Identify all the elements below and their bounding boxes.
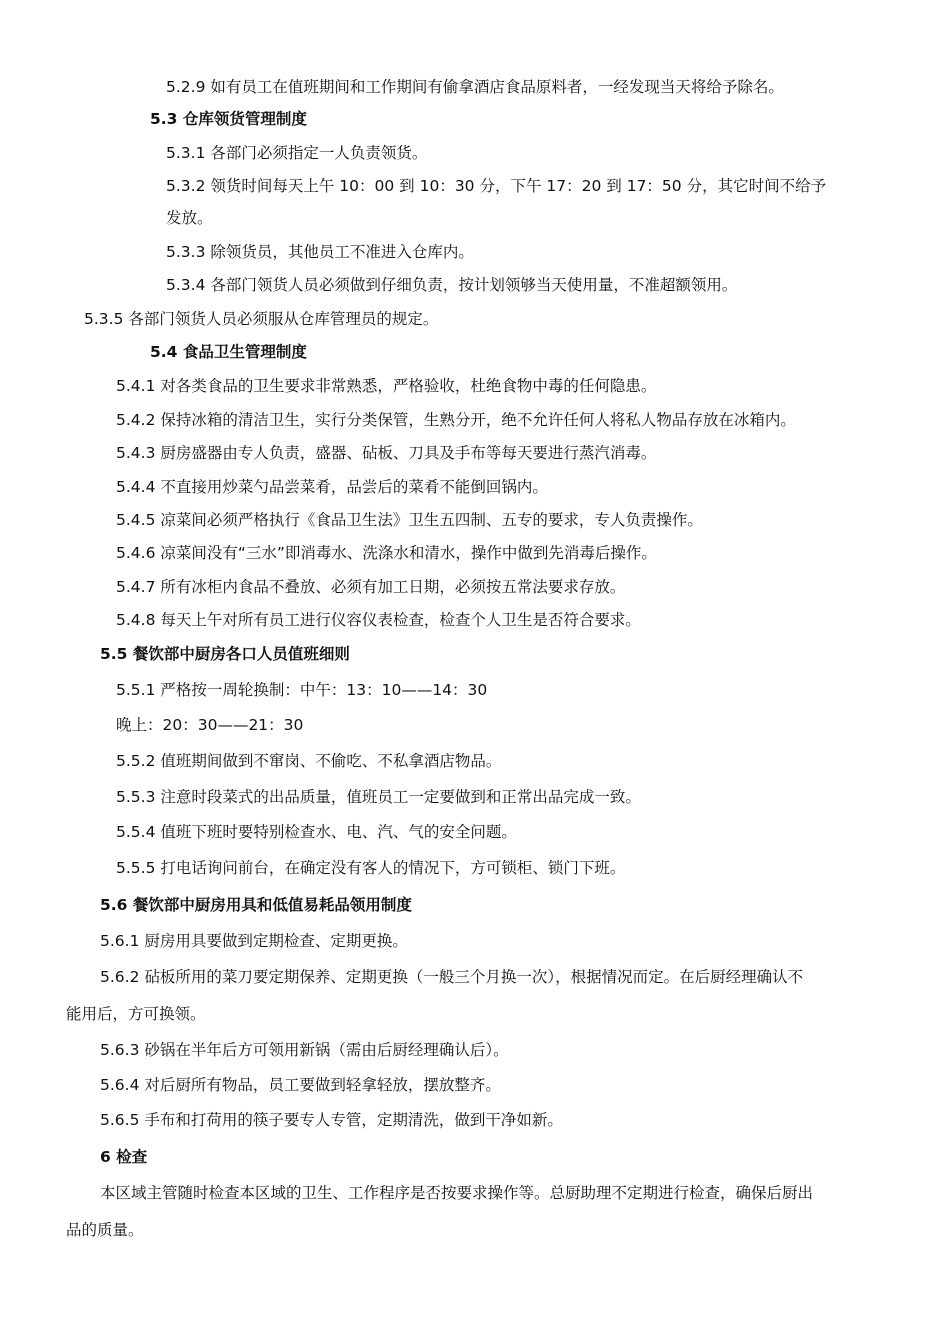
clause-5-4-8: 5.4.8 每天上午对所有员工进行仪容仪表检查，检查个人卫生是否符合要求。	[116, 611, 641, 629]
clause-5-5-5: 5.5.5 打电话询问前台，在确定没有客人的情况下，方可锁柜、锁门下班。	[116, 859, 626, 877]
clause-5-2-9: 5.2.9 如有员工在值班期间和工作期间有偷拿酒店食品原料者，一经发现当天将给予除名。	[166, 78, 784, 96]
clause-5-5-2: 5.5.2 值班期间做到不窜岗、不偷吃、不私拿酒店物品。	[116, 752, 502, 770]
clause-5-4-3: 5.4.3 厨房盛器由专人负责，盛器、砧板、刀具及手布等每天要进行蒸汽消毒。	[116, 444, 657, 462]
clause-5-4-1: 5.4.1 对各类食品的卫生要求非常熟悉，严格验收，杜绝食物中毒的任何隐患。	[116, 377, 657, 395]
clause-5-3-2: 5.3.2 领货时间每天上午 10：00 到 10：30 分，下午 17：20 到 17：50 分，其它时间不给予	[166, 177, 827, 195]
clause-5-4-4: 5.4.4 不直接用炒菜勺品尝菜肴，品尝后的菜肴不能倒回锅内。	[116, 478, 548, 496]
clause-5-6-2: 5.6.2 砧板所用的菜刀要定期保养、定期更换（一般三个月换一次），根据情况而定。在后厨经理确认不	[100, 968, 804, 986]
clause-5-6-4: 5.6.4 对后厨所有物品，员工要做到轻拿轻放，摆放整齐。	[100, 1076, 501, 1094]
section-heading-5-6: 5.6 餐饮部中厨房用具和低值易耗品领用制度	[100, 896, 412, 914]
clause-5-4-6: 5.4.6 凉菜间没有“三水”即消毒水、洗涤水和清水，操作中做到先消毒后操作。	[116, 544, 657, 562]
clause-5-4-5: 5.4.5 凉菜间必须严格执行《食品卫生法》卫生五四制、五专的要求，专人负责操作。	[116, 511, 703, 529]
clause-5-4-7: 5.4.7 所有冰柜内食品不叠放、必须有加工日期，必须按五常法要求存放。	[116, 578, 626, 596]
section-heading-5-5: 5.5 餐饮部中厨房各口人员值班细则	[100, 645, 350, 663]
clause-5-3-2-continued: 发放。	[166, 209, 213, 227]
clause-5-3-3: 5.3.3 除领货员，其他员工不准进入仓库内。	[166, 243, 474, 261]
section-heading-5-3: 5.3 仓库领货管理制度	[150, 110, 307, 128]
inspection-paragraph: 本区域主管随时检查本区域的卫生、工作程序是否按要求操作等。总厨助理不定期进行检查，确保后厨出	[100, 1184, 814, 1202]
clause-5-4-2: 5.4.2 保持冰箱的清洁卫生，实行分类保管，生熟分开，绝不允许任何人将私人物品存放在冰箱内。	[116, 411, 796, 429]
clause-5-6-2-continued: 能用后，方可换领。	[66, 1005, 206, 1023]
clause-5-6-1: 5.6.1 厨房用具要做到定期检查、定期更换。	[100, 932, 408, 950]
clause-5-6-3: 5.6.3 砂锅在半年后方可领用新锅（需由后厨经理确认后）。	[100, 1041, 509, 1059]
clause-5-3-5: 5.3.5 各部门领货人员必须服从仓库管理员的规定。	[84, 310, 439, 328]
clause-5-5-1: 5.5.1 严格按一周轮换制：中午：13：10——14：30	[116, 681, 488, 699]
clause-5-5-4: 5.5.4 值班下班时要特别检查水、电、汽、气的安全问题。	[116, 823, 517, 841]
section-heading-5-4: 5.4 食品卫生管理制度	[150, 343, 307, 361]
section-heading-6: 6 检查	[100, 1148, 148, 1166]
clause-5-3-4: 5.3.4 各部门领货人员必须做到仔细负责，按计划领够当天使用量，不准超额领用。	[166, 276, 738, 294]
clause-5-5-1-evening: 晚上：20：30——21：30	[116, 716, 304, 734]
clause-5-5-3: 5.5.3 注意时段菜式的出品质量，值班员工一定要做到和正常出品完成一致。	[116, 788, 641, 806]
clause-5-6-5: 5.6.5 手布和打荷用的筷子要专人专管，定期清洗，做到干净如新。	[100, 1111, 563, 1129]
inspection-paragraph-continued: 品的质量。	[66, 1221, 144, 1239]
clause-5-3-1: 5.3.1 各部门必须指定一人负责领货。	[166, 144, 428, 162]
